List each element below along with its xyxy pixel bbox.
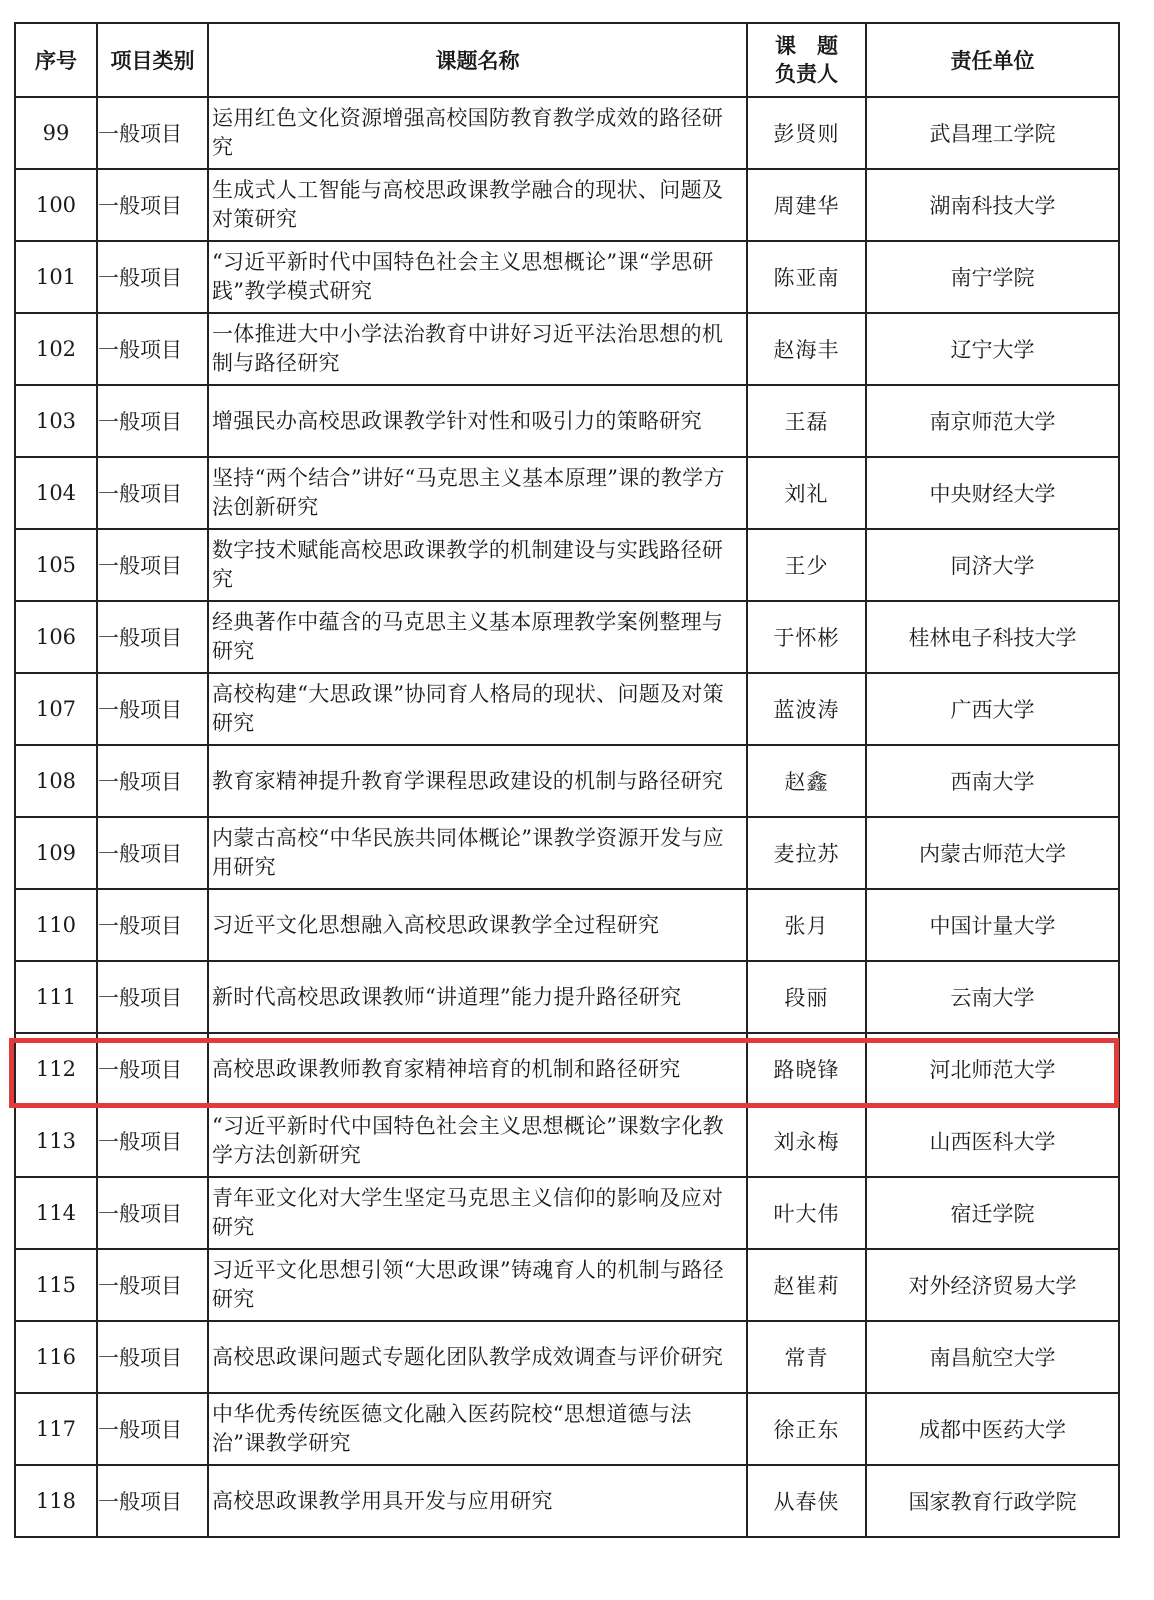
row-num-cell: 103: [15, 385, 97, 457]
row-leader-cell: 王磊: [747, 385, 866, 457]
table-row: [15, 1177, 1119, 1249]
row-leader-cell: 王少: [747, 529, 866, 601]
row-unit-cell: 广西大学: [866, 673, 1119, 745]
row-title-cell: 教育家精神提升教育学课程思政建设的机制与路径研究: [208, 745, 747, 817]
row-num-cell: 108: [15, 745, 97, 817]
row-title-cell: 内蒙古高校“中华民族共同体概论”课教学资源开发与应用研究: [208, 817, 747, 889]
row-unit-cell: 西南大学: [866, 745, 1119, 817]
row-num-cell: 117: [15, 1393, 97, 1465]
row-unit-cell: 同济大学: [866, 529, 1119, 601]
row-leader-cell: 刘永梅: [747, 1105, 866, 1177]
table-row: [15, 817, 1119, 889]
table-row: [15, 1105, 1119, 1177]
table-body: [15, 97, 1119, 1537]
row-category-cell: 一般项目: [97, 457, 208, 529]
row-leader-cell: 彭贤则: [747, 97, 866, 169]
row-unit-cell: 南京师范大学: [866, 385, 1119, 457]
table-row: [15, 673, 1119, 745]
row-num-cell: 114: [15, 1177, 97, 1249]
row-category-cell: 一般项目: [97, 241, 208, 313]
row-leader-cell: 段丽: [747, 961, 866, 1033]
row-unit-cell: 成都中医药大学: [866, 1393, 1119, 1465]
table-header-row: [15, 23, 1119, 97]
header-leader-line2: 负责人: [775, 62, 838, 86]
table-row: [15, 97, 1119, 169]
row-leader-cell: 叶大伟: [747, 1177, 866, 1249]
row-unit-cell: 河北师范大学: [866, 1033, 1119, 1105]
row-category-cell: 一般项目: [97, 1249, 208, 1321]
row-category-cell: 一般项目: [97, 385, 208, 457]
row-num-cell: 113: [15, 1105, 97, 1177]
table-row: [15, 241, 1119, 313]
table-row: [15, 1393, 1119, 1465]
row-category-cell: 一般项目: [97, 673, 208, 745]
row-title-cell: 生成式人工智能与高校思政课教学融合的现状、问题及对策研究: [208, 169, 747, 241]
row-category-cell: 一般项目: [97, 961, 208, 1033]
row-category-cell: 一般项目: [97, 97, 208, 169]
table-row: [15, 961, 1119, 1033]
row-category-cell: 一般项目: [97, 745, 208, 817]
table-row: [15, 889, 1119, 961]
row-unit-cell: 国家教育行政学院: [866, 1465, 1119, 1537]
row-unit-cell: 南宁学院: [866, 241, 1119, 313]
row-title-cell: 高校思政课问题式专题化团队教学成效调查与评价研究: [208, 1321, 747, 1393]
row-leader-cell: 于怀彬: [747, 601, 866, 673]
row-leader-cell: 陈亚南: [747, 241, 866, 313]
row-title-cell: “习近平新时代中国特色社会主义思想概论”课“学思研践”教学模式研究: [208, 241, 747, 313]
row-num-cell: 109: [15, 817, 97, 889]
row-leader-cell: 徐正东: [747, 1393, 866, 1465]
row-num-cell: 106: [15, 601, 97, 673]
header-unit: 责任单位: [866, 23, 1119, 97]
row-title-cell: “习近平新时代中国特色社会主义思想概论”课数字化教学方法创新研究: [208, 1105, 747, 1177]
row-num-cell: 111: [15, 961, 97, 1033]
row-leader-cell: 赵海丰: [747, 313, 866, 385]
row-leader-cell: 赵崔莉: [747, 1249, 866, 1321]
row-num-cell: 110: [15, 889, 97, 961]
project-list-sheet: [14, 22, 1120, 1538]
row-leader-cell: 张月: [747, 889, 866, 961]
row-unit-cell: 对外经济贸易大学: [866, 1249, 1119, 1321]
table-row: [15, 601, 1119, 673]
row-num-cell: 107: [15, 673, 97, 745]
project-table: [14, 22, 1120, 1538]
table-row: [15, 1321, 1119, 1393]
row-title-cell: 中华优秀传统医德文化融入医药院校“思想道德与法治”课教学研究: [208, 1393, 747, 1465]
row-unit-cell: 辽宁大学: [866, 313, 1119, 385]
row-num-cell: 100: [15, 169, 97, 241]
table-row: [15, 1249, 1119, 1321]
row-category-cell: 一般项目: [97, 1105, 208, 1177]
row-num-cell: 112: [15, 1033, 97, 1105]
row-num-cell: 105: [15, 529, 97, 601]
table-row: [15, 745, 1119, 817]
row-leader-cell: 蓝波涛: [747, 673, 866, 745]
row-title-cell: 运用红色文化资源增强高校国防教育教学成效的路径研究: [208, 97, 747, 169]
row-category-cell: 一般项目: [97, 1393, 208, 1465]
row-leader-cell: 麦拉苏: [747, 817, 866, 889]
row-leader-cell: 从春侠: [747, 1465, 866, 1537]
table-row: [15, 529, 1119, 601]
row-category-cell: 一般项目: [97, 601, 208, 673]
row-title-cell: 一体推进大中小学法治教育中讲好习近平法治思想的机制与路径研究: [208, 313, 747, 385]
row-category-cell: 一般项目: [97, 169, 208, 241]
row-num-cell: 101: [15, 241, 97, 313]
header-num: 序号: [15, 23, 97, 97]
row-title-cell: 高校思政课教学用具开发与应用研究: [208, 1465, 747, 1537]
row-category-cell: 一般项目: [97, 817, 208, 889]
row-leader-cell: 周建华: [747, 169, 866, 241]
row-title-cell: 高校思政课教师教育家精神培育的机制和路径研究: [208, 1033, 747, 1105]
table-row: [15, 385, 1119, 457]
row-title-cell: 经典著作中蕴含的马克思主义基本原理教学案例整理与研究: [208, 601, 747, 673]
row-unit-cell: 武昌理工学院: [866, 97, 1119, 169]
table-row: [15, 313, 1119, 385]
row-unit-cell: 宿迁学院: [866, 1177, 1119, 1249]
row-category-cell: 一般项目: [97, 1033, 208, 1105]
row-leader-cell: 刘礼: [747, 457, 866, 529]
row-title-cell: 青年亚文化对大学生坚定马克思主义信仰的影响及应对研究: [208, 1177, 747, 1249]
table-row: [15, 1033, 1119, 1105]
row-title-cell: 高校构建“大思政课”协同育人格局的现状、问题及对策研究: [208, 673, 747, 745]
row-title-cell: 新时代高校思政课教师“讲道理”能力提升路径研究: [208, 961, 747, 1033]
row-num-cell: 116: [15, 1321, 97, 1393]
row-num-cell: 102: [15, 313, 97, 385]
row-unit-cell: 桂林电子科技大学: [866, 601, 1119, 673]
row-category-cell: 一般项目: [97, 1465, 208, 1537]
row-num-cell: 104: [15, 457, 97, 529]
row-leader-cell: 赵鑫: [747, 745, 866, 817]
row-unit-cell: 山西医科大学: [866, 1105, 1119, 1177]
row-num-cell: 99: [15, 97, 97, 169]
row-unit-cell: 中国计量大学: [866, 889, 1119, 961]
row-category-cell: 一般项目: [97, 313, 208, 385]
row-unit-cell: 湖南科技大学: [866, 169, 1119, 241]
header-leader-line1: 课 题: [775, 34, 838, 58]
row-category-cell: 一般项目: [97, 1321, 208, 1393]
row-title-cell: 增强民办高校思政课教学针对性和吸引力的策略研究: [208, 385, 747, 457]
row-title-cell: 数字技术赋能高校思政课教学的机制建设与实践路径研究: [208, 529, 747, 601]
row-title-cell: 习近平文化思想引领“大思政课”铸魂育人的机制与路径研究: [208, 1249, 747, 1321]
table-row: [15, 1465, 1119, 1537]
row-leader-cell: 常青: [747, 1321, 866, 1393]
row-unit-cell: 云南大学: [866, 961, 1119, 1033]
header-category: 项目类别: [97, 23, 208, 97]
row-unit-cell: 内蒙古师范大学: [866, 817, 1119, 889]
row-leader-cell: 路晓锋: [747, 1033, 866, 1105]
table-row: [15, 457, 1119, 529]
row-category-cell: 一般项目: [97, 1177, 208, 1249]
header-title: 课题名称: [208, 23, 747, 97]
row-title-cell: 坚持“两个结合”讲好“马克思主义基本原理”课的教学方法创新研究: [208, 457, 747, 529]
row-category-cell: 一般项目: [97, 529, 208, 601]
row-unit-cell: 南昌航空大学: [866, 1321, 1119, 1393]
row-title-cell: 习近平文化思想融入高校思政课教学全过程研究: [208, 889, 747, 961]
row-num-cell: 115: [15, 1249, 97, 1321]
row-unit-cell: 中央财经大学: [866, 457, 1119, 529]
row-category-cell: 一般项目: [97, 889, 208, 961]
row-num-cell: 118: [15, 1465, 97, 1537]
table-row: [15, 169, 1119, 241]
header-leader: [747, 23, 866, 97]
